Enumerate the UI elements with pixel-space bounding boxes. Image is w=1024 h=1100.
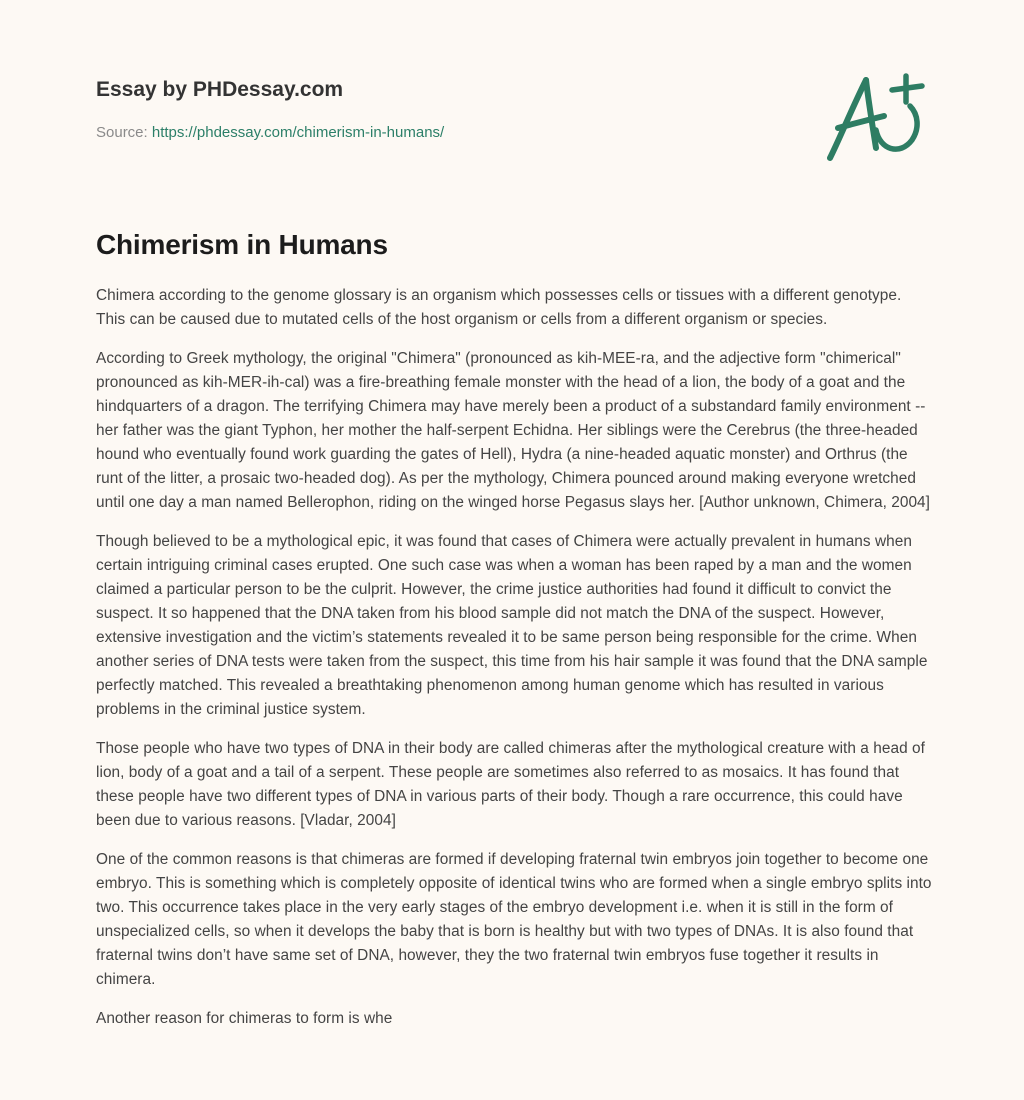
essay-header bbox=[96, 76, 696, 143]
essay-paragraph: Those people who have two types of DNA in their body are called chimeras after the mythological creature with a head of lion, body of a goat and a tail of a serpent. These people are sometimes also referred to as mosaics. It has found that these people have two different types of DNA in various parts of their body. Though a rare occurrence, this could have been due to various reasons. [Vladar, 2004] bbox=[96, 740, 925, 829]
source-label: Source: bbox=[96, 124, 152, 141]
essay-paragraph: According to Greek mythology, the original "Chimera" (pronounced as kih-MEE-ra, and the adjective form "chimerical" pronounced as kih-MER-ih-cal) was a fire-breathing female monster with the head of a lion, the body of a goat and the hindquarters of a dragon. The terrifying Chimera may have merely been a product of a substandard family environment -- her father was the giant Typhon, her mother the half-serpent Echidna. Her siblings were the Cerebrus (the three-headed hound who eventually found work guarding the gates of Hell), Hydra (a nine-headed aquatic monster) and Orthrus (the runt of the litter, a prosaic two-headed dog). As per the mythology, Chimera pounced around making everyone wretched until one day a man named Bellerophon, riding on the winged horse Pegasus slays her. [Author unknown, Chimera, 2004] bbox=[96, 350, 930, 511]
essay-paragraph-truncated: Another reason for chimeras to form is whe bbox=[96, 1010, 393, 1027]
source-line bbox=[96, 123, 696, 143]
source-link[interactable]: https://phdessay.com/chimerism-in-humans/ bbox=[151, 124, 445, 141]
essay-paragraph: Chimera according to the genome glossary is an organism which possesses cells or tissues with a different genotype. This can be caused due to mutated cells of the host organism or cells from a different organism or species. bbox=[96, 287, 902, 328]
essay-content bbox=[96, 226, 932, 1046]
a-plus-grade-icon bbox=[822, 68, 928, 166]
essay-paragraph: One of the common reasons is that chimeras are formed if developing fraternal twin embryos join together to become one embryo. This is something which is completely opposite of identical twins who are formed when a single embryo splits into two. This occurrence takes place in the very early stages of the embryo development i.e. when it is still in the form of unspecialized cells, so when it develops the baby that is born is healthy but with two types of DNAs. It is also found that fraternal twins don’t have same set of DNA, however, they the two fraternal twin embryos fuse together it results in chimera. bbox=[96, 851, 932, 988]
essay-paragraph: Though believed to be a mythological epic, it was found that cases of Chimera were actually prevalent in humans when certain intriguing criminal cases erupted. One such case was when a woman has been raped by a man and the women claimed a particular person to be the culprit. However, the crime justice authorities had found it difficult to convict the suspect. It so happened that the DNA taken from his blood sample did not match the DNA of the suspect. However, extensive investigation and the victim’s statements revealed it to be same person being responsible for the crime. When another series of DNA tests were taken from the suspect, this time from his hair sample it was found that the DNA sample perfectly matched. This revealed a breathtaking phenomenon among human genome which has resulted in various problems in the criminal justice system. bbox=[96, 533, 928, 718]
site-title: Essay by PHDessay.com bbox=[96, 78, 344, 101]
essay-title: Chimerism in Humans bbox=[96, 229, 388, 260]
